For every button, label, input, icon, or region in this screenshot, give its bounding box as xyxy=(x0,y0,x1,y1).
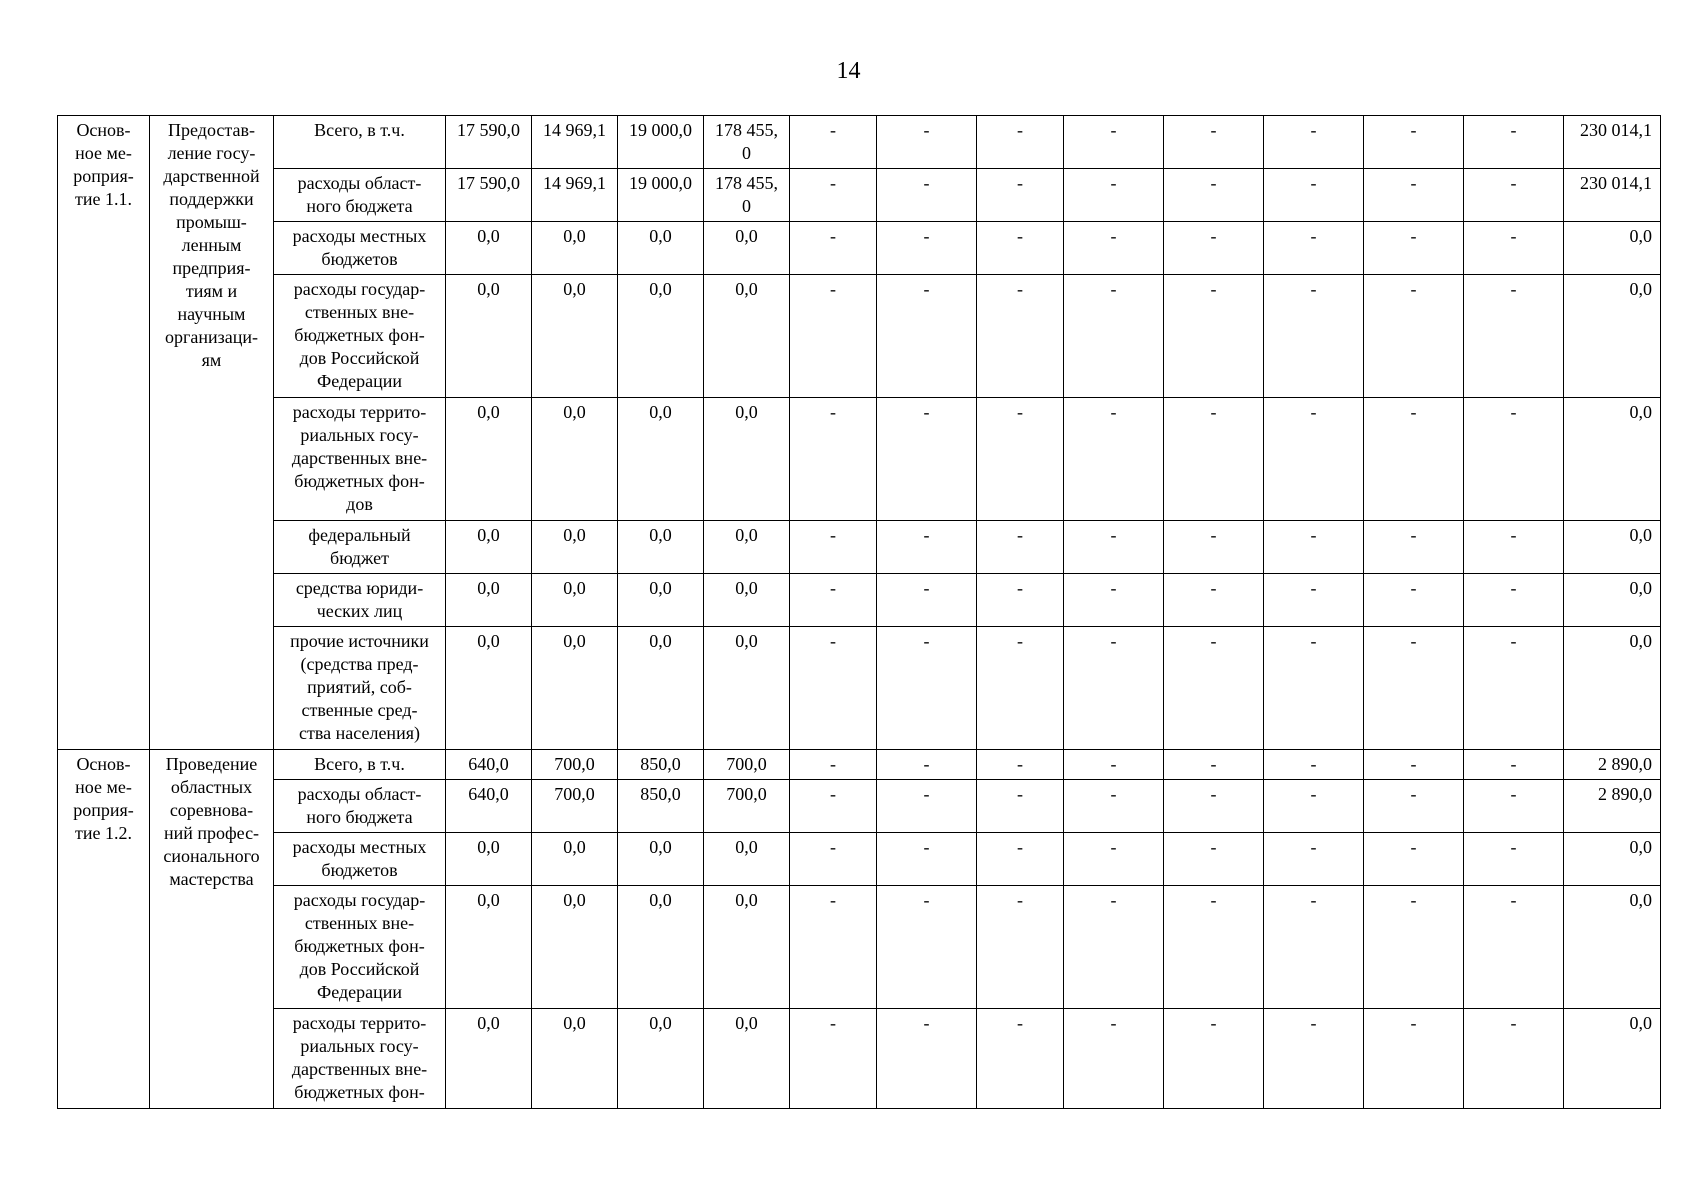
value-cell: 17 590,0 xyxy=(446,169,532,222)
funding-source-cell: расходы местных бюджетов xyxy=(274,222,446,275)
total-cell: 0,0 xyxy=(1564,1009,1661,1109)
value-cell: 0,0 xyxy=(618,398,704,521)
value-cell: 0,0 xyxy=(532,574,618,627)
value-cell: - xyxy=(1164,398,1264,521)
value-cell: - xyxy=(877,627,977,750)
value-cell: - xyxy=(1364,1009,1464,1109)
table-row xyxy=(58,1009,1661,1109)
value-cell: - xyxy=(1264,886,1364,1009)
value-cell: - xyxy=(1364,833,1464,886)
table-row xyxy=(58,886,1661,1009)
value-cell: 700,0 xyxy=(704,750,790,780)
value-cell: 0,0 xyxy=(532,1009,618,1109)
value-cell: - xyxy=(1264,833,1364,886)
table-row xyxy=(58,521,1661,574)
value-cell: - xyxy=(977,886,1064,1009)
value-cell: 0,0 xyxy=(618,627,704,750)
value-cell: - xyxy=(1064,169,1164,222)
funding-source-cell: расходы местных бюджетов xyxy=(274,833,446,886)
value-cell: - xyxy=(1464,574,1564,627)
funding-source-cell: Всего, в т.ч. xyxy=(274,750,446,780)
value-cell: - xyxy=(1464,627,1564,750)
value-cell: - xyxy=(1464,750,1564,780)
funding-source-cell: расходы террито- риальных госу- дарственных вне- бюджетных фон- xyxy=(274,1009,446,1109)
value-cell: - xyxy=(1064,574,1164,627)
value-cell: 0,0 xyxy=(704,833,790,886)
value-cell: - xyxy=(1164,521,1264,574)
value-cell: - xyxy=(790,627,877,750)
value-cell: - xyxy=(1264,1009,1364,1109)
table-row xyxy=(58,275,1661,398)
value-cell: 14 969,1 xyxy=(532,116,618,169)
value-cell: 178 455, 0 xyxy=(704,169,790,222)
value-cell: - xyxy=(1264,398,1364,521)
value-cell: 0,0 xyxy=(532,398,618,521)
value-cell: - xyxy=(1264,521,1364,574)
value-cell: - xyxy=(1164,886,1264,1009)
funding-source-cell: расходы област- ного бюджета xyxy=(274,780,446,833)
value-cell: 0,0 xyxy=(446,521,532,574)
value-cell: - xyxy=(1464,1009,1564,1109)
value-cell: 19 000,0 xyxy=(618,116,704,169)
value-cell: - xyxy=(1164,116,1264,169)
value-cell: 0,0 xyxy=(618,886,704,1009)
value-cell: - xyxy=(1264,222,1364,275)
value-cell: - xyxy=(1064,222,1164,275)
value-cell: - xyxy=(877,886,977,1009)
value-cell: - xyxy=(790,398,877,521)
value-cell: 0,0 xyxy=(532,833,618,886)
total-cell: 0,0 xyxy=(1564,627,1661,750)
total-cell: 0,0 xyxy=(1564,886,1661,1009)
value-cell: - xyxy=(1364,521,1464,574)
value-cell: - xyxy=(1464,169,1564,222)
value-cell: - xyxy=(1364,222,1464,275)
value-cell: - xyxy=(1464,275,1564,398)
value-cell: - xyxy=(1064,398,1164,521)
value-cell: 0,0 xyxy=(704,275,790,398)
funding-source-cell: расходы област- ного бюджета xyxy=(274,169,446,222)
value-cell: 0,0 xyxy=(532,627,618,750)
value-cell: - xyxy=(1364,780,1464,833)
value-cell: - xyxy=(790,521,877,574)
activity-code-cell: Основ- ное ме- роприя- тие 1.1. xyxy=(58,116,150,750)
total-cell: 0,0 xyxy=(1564,521,1661,574)
value-cell: 850,0 xyxy=(618,750,704,780)
value-cell: 0,0 xyxy=(618,833,704,886)
value-cell: - xyxy=(977,521,1064,574)
activity-description-cell: Проведение областных соревнова- ний профес- сионального мастерства xyxy=(150,750,274,1109)
value-cell: - xyxy=(1364,169,1464,222)
value-cell: - xyxy=(790,780,877,833)
value-cell: - xyxy=(1064,275,1164,398)
value-cell: - xyxy=(1264,275,1364,398)
value-cell: - xyxy=(1264,116,1364,169)
total-cell: 0,0 xyxy=(1564,275,1661,398)
value-cell: - xyxy=(1264,627,1364,750)
value-cell: 0,0 xyxy=(704,222,790,275)
table-row xyxy=(58,398,1661,521)
value-cell: 0,0 xyxy=(704,574,790,627)
value-cell: 0,0 xyxy=(532,222,618,275)
value-cell: 0,0 xyxy=(446,222,532,275)
value-cell: 0,0 xyxy=(618,275,704,398)
value-cell: - xyxy=(1164,780,1264,833)
value-cell: - xyxy=(1164,627,1264,750)
total-cell: 0,0 xyxy=(1564,398,1661,521)
value-cell: 0,0 xyxy=(618,574,704,627)
value-cell: - xyxy=(1164,750,1264,780)
value-cell: 0,0 xyxy=(446,1009,532,1109)
value-cell: 0,0 xyxy=(618,222,704,275)
value-cell: - xyxy=(790,222,877,275)
value-cell: 0,0 xyxy=(704,398,790,521)
value-cell: - xyxy=(1064,886,1164,1009)
value-cell: 0,0 xyxy=(446,574,532,627)
total-cell: 2 890,0 xyxy=(1564,750,1661,780)
value-cell: 0,0 xyxy=(618,521,704,574)
value-cell: - xyxy=(1464,222,1564,275)
value-cell: - xyxy=(977,275,1064,398)
value-cell: 0,0 xyxy=(532,886,618,1009)
value-cell: - xyxy=(1264,169,1364,222)
funding-source-cell: федеральный бюджет xyxy=(274,521,446,574)
value-cell: - xyxy=(1164,833,1264,886)
value-cell: - xyxy=(1364,886,1464,1009)
value-cell: - xyxy=(1364,116,1464,169)
value-cell: 0,0 xyxy=(532,275,618,398)
value-cell: - xyxy=(1264,574,1364,627)
value-cell: 0,0 xyxy=(446,398,532,521)
table-row xyxy=(58,169,1661,222)
value-cell: 640,0 xyxy=(446,750,532,780)
value-cell: - xyxy=(1064,627,1164,750)
value-cell: - xyxy=(977,750,1064,780)
table-row xyxy=(58,116,1661,169)
table-row xyxy=(58,222,1661,275)
funding-source-cell: средства юриди- ческих лиц xyxy=(274,574,446,627)
table-row xyxy=(58,780,1661,833)
total-cell: 230 014,1 xyxy=(1564,169,1661,222)
value-cell: - xyxy=(877,169,977,222)
value-cell: - xyxy=(877,222,977,275)
value-cell: - xyxy=(977,627,1064,750)
value-cell: - xyxy=(1364,574,1464,627)
value-cell: 0,0 xyxy=(446,627,532,750)
funding-source-cell: расходы государ- ственных вне- бюджетных фон- дов Российской Федерации xyxy=(274,886,446,1009)
value-cell: - xyxy=(1364,398,1464,521)
value-cell: - xyxy=(977,574,1064,627)
value-cell: 850,0 xyxy=(618,780,704,833)
value-cell: - xyxy=(1064,1009,1164,1109)
value-cell: - xyxy=(790,750,877,780)
value-cell: 178 455, 0 xyxy=(704,116,790,169)
total-cell: 230 014,1 xyxy=(1564,116,1661,169)
value-cell: - xyxy=(1264,750,1364,780)
value-cell: - xyxy=(877,574,977,627)
page-number: 14 xyxy=(836,58,861,84)
value-cell: 700,0 xyxy=(532,750,618,780)
value-cell: 0,0 xyxy=(446,886,532,1009)
value-cell: - xyxy=(790,169,877,222)
value-cell: - xyxy=(977,116,1064,169)
table-row xyxy=(58,833,1661,886)
value-cell: - xyxy=(790,833,877,886)
value-cell: - xyxy=(977,1009,1064,1109)
value-cell: - xyxy=(877,116,977,169)
value-cell: 0,0 xyxy=(704,627,790,750)
value-cell: - xyxy=(877,521,977,574)
value-cell: - xyxy=(1064,780,1164,833)
value-cell: - xyxy=(790,574,877,627)
table-row xyxy=(58,750,1661,780)
value-cell: 0,0 xyxy=(532,521,618,574)
value-cell: - xyxy=(1164,169,1264,222)
total-cell: 0,0 xyxy=(1564,574,1661,627)
value-cell: - xyxy=(877,780,977,833)
activity-description-cell: Предостав- ление госу- дарственной поддержки промыш- ленным предприя- тиям и научным организаци- ям xyxy=(150,116,274,750)
value-cell: - xyxy=(1364,275,1464,398)
value-cell: 0,0 xyxy=(704,1009,790,1109)
value-cell: 0,0 xyxy=(704,521,790,574)
funding-source-cell: Всего, в т.ч. xyxy=(274,116,446,169)
total-cell: 2 890,0 xyxy=(1564,780,1661,833)
value-cell: 0,0 xyxy=(704,886,790,1009)
value-cell: - xyxy=(1264,780,1364,833)
value-cell: - xyxy=(1464,521,1564,574)
value-cell: - xyxy=(1164,574,1264,627)
value-cell: - xyxy=(877,1009,977,1109)
value-cell: 700,0 xyxy=(704,780,790,833)
value-cell: - xyxy=(1364,627,1464,750)
total-cell: 0,0 xyxy=(1564,833,1661,886)
table-row xyxy=(58,574,1661,627)
value-cell: - xyxy=(977,169,1064,222)
value-cell: - xyxy=(1064,521,1164,574)
value-cell: 0,0 xyxy=(618,1009,704,1109)
value-cell: 700,0 xyxy=(532,780,618,833)
value-cell: - xyxy=(1464,398,1564,521)
value-cell: 640,0 xyxy=(446,780,532,833)
value-cell: - xyxy=(1464,833,1564,886)
total-cell: 0,0 xyxy=(1564,222,1661,275)
value-cell: - xyxy=(1364,750,1464,780)
funding-source-cell: прочие источники (средства пред- приятий, соб- ственные сред- ства населения) xyxy=(274,627,446,750)
value-cell: - xyxy=(877,398,977,521)
value-cell: - xyxy=(790,275,877,398)
value-cell: - xyxy=(790,1009,877,1109)
value-cell: - xyxy=(977,222,1064,275)
budget-table xyxy=(57,115,1661,1109)
value-cell: - xyxy=(790,886,877,1009)
funding-source-cell: расходы государ- ственных вне- бюджетных фон- дов Российской Федерации xyxy=(274,275,446,398)
value-cell: - xyxy=(977,833,1064,886)
value-cell: - xyxy=(1464,780,1564,833)
value-cell: 17 590,0 xyxy=(446,116,532,169)
value-cell: - xyxy=(1064,750,1164,780)
value-cell: 0,0 xyxy=(446,275,532,398)
value-cell: - xyxy=(877,833,977,886)
value-cell: - xyxy=(977,780,1064,833)
value-cell: - xyxy=(1464,116,1564,169)
value-cell: - xyxy=(1164,1009,1264,1109)
value-cell: - xyxy=(1464,886,1564,1009)
activity-code-cell: Основ- ное ме- роприя- тие 1.2. xyxy=(58,750,150,1109)
funding-source-cell: расходы террито- риальных госу- дарственных вне- бюджетных фон- дов xyxy=(274,398,446,521)
value-cell: 19 000,0 xyxy=(618,169,704,222)
value-cell: - xyxy=(977,398,1064,521)
table-row xyxy=(58,627,1661,750)
value-cell: - xyxy=(1164,222,1264,275)
value-cell: - xyxy=(1064,116,1164,169)
value-cell: 14 969,1 xyxy=(532,169,618,222)
value-cell: 0,0 xyxy=(446,833,532,886)
value-cell: - xyxy=(1064,833,1164,886)
value-cell: - xyxy=(877,275,977,398)
value-cell: - xyxy=(877,750,977,780)
value-cell: - xyxy=(1164,275,1264,398)
value-cell: - xyxy=(790,116,877,169)
